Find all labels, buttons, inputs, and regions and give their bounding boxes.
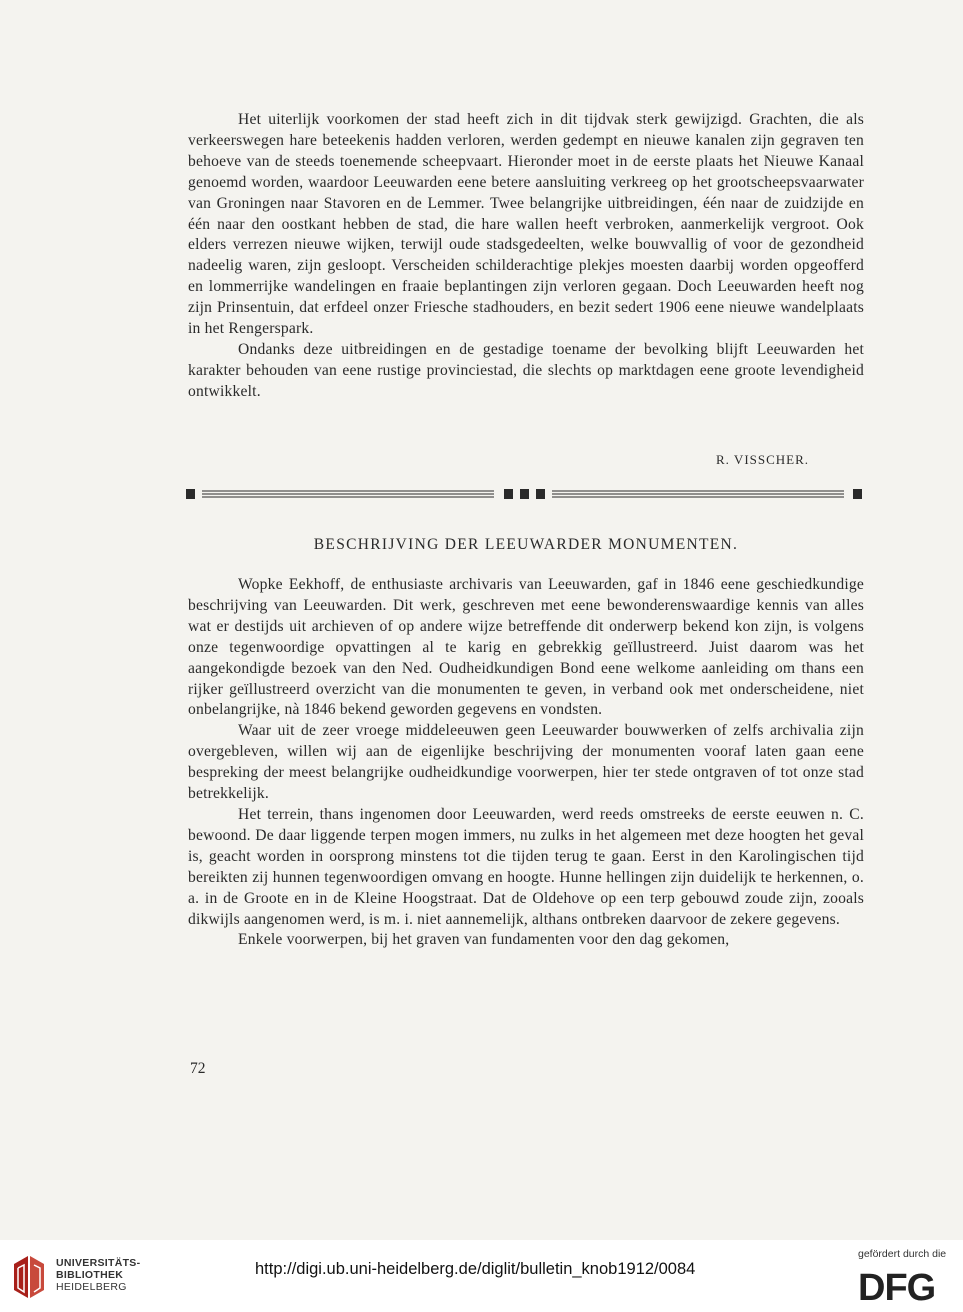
library-name-line: BIBLIOTHEK [56,1269,124,1281]
library-name [56,1257,140,1293]
ornament-rule [186,487,864,501]
dfg-logo-text: DFG [858,1267,936,1304]
section-heading: BESCHRIJVING DER LEEUWARDER MONUMENTEN. [313,536,739,553]
funded-by-label: gefördert durch die [858,1248,947,1260]
page-number: 72 [190,1060,206,1077]
viewer-footer [0,1240,963,1312]
paragraph: Wopke Eekhoff, de enthusiaste archivaris van Leeuwarden, gaf in 1846 eene geschiedkundige beschrijving van Leeuwarden. Dit werk, geschreven met eene bewonderenswaardige kennis van alles wat er destijds uit archieven of op andere wijze betreffende dit onderwerp bekend kon zijn, is volgens onze tegenwoordige opvattingen al te karig en gebrekkig geïllustreerd. Juist daarom was het aangekondigde bezoek van den Ned. Oudheidkundigen Bond eene welkome aanleiding om thans een rijker geïllustreerd overzicht van die monumenten te geven, in verband ook met onderscheidene, niet onbelangrijke, nà 1846 bekend geworden gegevens en vondsten. [188,576,864,719]
text-block-top [188,110,864,403]
source-url-link[interactable]: http://digi.ub.uni-heidelberg.de/diglit/bulletin_knob1912/0084 [255,1260,696,1278]
paragraph: Enkele voorwerpen, bij het graven van fundamenten voor den dag gekomen, [238,931,730,949]
library-name-line: HEIDELBERG [56,1281,127,1293]
paragraph: Het uiterlijk voorkomen der stad heeft zich in dit tijdvak sterk gewijzigd. Grachten, die als verkeerswegen hare beteekenis hadden verloren, werden gedempt en nieuwe kanalen zijn gegraven ten behoeve van de steeds toenemende scheepvaart. Hieronder moet in de eerste plaats het Nieuwe Kanaal genoemd worden, waardoor Leeuwarden eene betere aansluiting verkreeg op het grootscheepsvaarwater van Groningen naar Stavoren en de Lemmer. Twee belangrijke uitbreidingen, één naar de zuidzijde en één naar den oostkant hebben de stad, die hare wallen heeft verbroken, aanmerkelijk vergroot. Ook elders verrezen nieuwe wijken, terwijl oude stadsgedeelten, welke bouwvallig of voor de gezondheid nadeelig waren, zijn gesloopt. Verscheiden schilderachtige plekjes moesten daarbij worden opgeofferd en lommerrijke wandelingen en fraaie beplantingen zijn verloren gegaan. Doch Leeuwarden heeft nog zijn Prinsentuin, dat erfdeel onzer Friesche stadhouders, en bezit sedert 1906 eene nieuwe wandelplaats in het Rengerspark. [188,111,864,338]
library-logo-icon [10,1254,48,1300]
paragraph: Ondanks deze uitbreidingen en de gestadige toename der bevolking blijft Leeuwarden het karakter behouden van eene rustige provinciestad, die slechts op marktdagen eene groote levendigheid ontwikkelt. [188,340,864,400]
author-signature: R. VISSCHER. [716,452,810,467]
dfg-logo-icon [858,1266,954,1304]
paragraph: Het terrein, thans ingenomen door Leeuwarden, werd reeds omstreeks de eerste eeuwen n. C. bewoond. De daar liggende terpen mogen immers, nu zulks in het algemeen met deze hoogten het geval is, geacht worden in oorsprong minstens tot die tijden terug te gaan. Eerst in den Karolingischen tijd bereikten zij hunnen tegenwoordigen omvang en hoogte. Hunne hellingen zijn duidelijk te herkennen, o. a. in de Groote en in de Kleine Hoogstraat. Dat de Oldehove op een terp gebouwd zoude zijn, zooals dikwijls aangenomen werd, is m. i. niet aannemelijk, althans ontbreken daarvoor de zekere gegevens. [188,805,864,928]
text-block-bottom [188,575,864,951]
paragraph: Waar uit de zeer vroege middeleeuwen geen Leeuwarder bouwwerken of zelfs archivalia zijn overgebleven, willen wij aan de eigenlijke beschrijving der monumenten vooraf laten gaan eene bespreking der meest belangrijke oudheidkundige voorwerpen, hier ter stede ontgraven of tot onze stad betrekkelijk. [188,722,864,803]
library-name-line: UNIVERSITÄTS- [56,1257,141,1269]
